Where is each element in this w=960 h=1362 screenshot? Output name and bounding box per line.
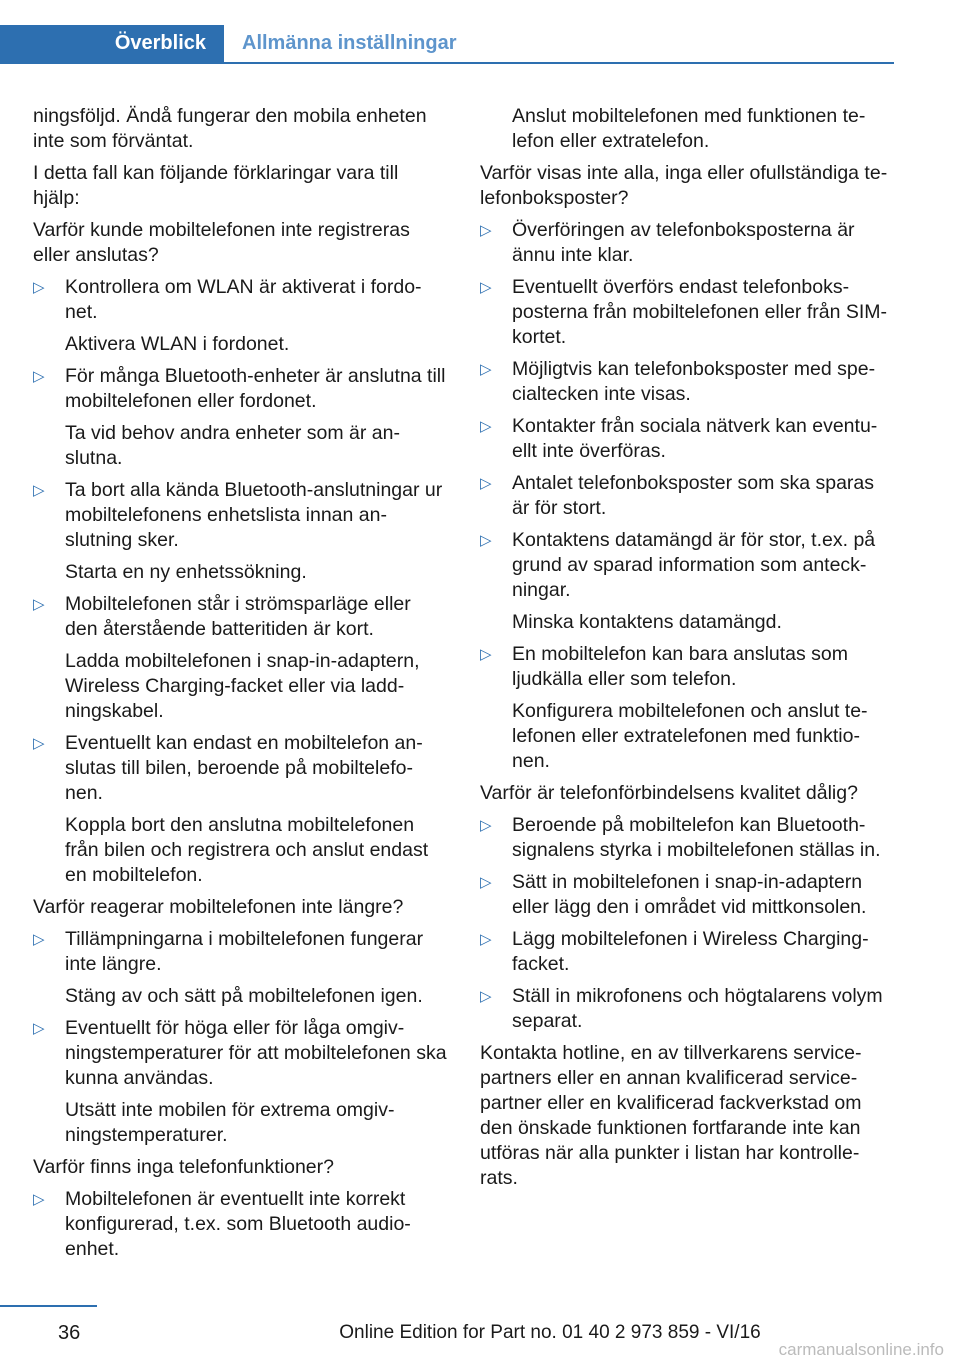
list-item: ▷ Kontakter från sociala nätverk kan eventu‐ ellt inte överföras. [480, 414, 895, 464]
list-item: ▷ Tillämpningarna i mobiltelefonen fungerar inte längre. [33, 927, 448, 977]
list-item: ▷ Kontaktens datamängd är för stor, t.ex. på grund av sparad information som anteck‐ ningar. [480, 528, 895, 603]
list-item: ▷ Beroende på mobiltelefon kan Bluetooth- signalens styrka i mobiltelefonen ställas in. [480, 813, 895, 863]
list-item-action: Aktivera WLAN i fordonet. [65, 333, 290, 355]
list-item: ▷ Mobiltelefonen står i strömsparläge eller den återstående batteritiden är kort. [33, 592, 448, 642]
list-item: ▷ Kontrollera om WLAN är aktiverat i fordo‐ net. [33, 275, 448, 325]
list-item-action: Ladda mobiltelefonen i snap-in-adaptern, Wireless Charging-facket eller via ladd‐ ningskabel. [65, 650, 420, 722]
tab-general-settings[interactable]: Allmänna inställningar [242, 32, 457, 54]
list-item: ▷ Överföringen av telefonboksposterna är ännu inte klar. [480, 218, 895, 268]
list-item: ▷ Mobiltelefonen är eventuellt inte korrekt konfigurerad, t.ex. som Bluetooth audio‐ enhet. [33, 1187, 448, 1262]
left-column [33, 104, 448, 1269]
paragraph: ningsföljd. Ändå fungerar den mobila enheten inte som förväntat. [33, 105, 427, 152]
list-item-action: Utsätt inte mobilen för extrema omgiv‐ ningstemperaturer. [65, 1099, 395, 1146]
paragraph: Varför finns inga telefonfunktioner? [33, 1156, 334, 1178]
list-item: ▷ Möjligtvis kan telefonboksposter med spe‐ cialtecken inte visas. [480, 357, 895, 407]
paragraph: Varför visas inte alla, inga eller ofullständiga te‐ lefonboksposter? [480, 162, 888, 209]
list-item-action: Stäng av och sätt på mobiltelefonen igen. [65, 985, 423, 1007]
list-item: ▷ Eventuellt för höga eller för låga omgiv‐ ningstemperaturer för att mobiltelefonen ska kunna användas. [33, 1016, 448, 1091]
tab-overview[interactable]: Överblick [0, 25, 224, 62]
list-item: ▷ Ta bort alla kända Bluetooth-anslutningar ur mobiltelefonens enhetslista innan an‐ slutning sker. [33, 478, 448, 553]
list-item: ▷ Ställ in mikrofonens och högtalarens volym separat. [480, 984, 895, 1034]
page-number: 36 [58, 1322, 81, 1344]
list-item: ▷ Sätt in mobiltelefonen i snap-in-adaptern eller lägg den i området vid mittkonsolen. [480, 870, 895, 920]
list-item: ▷ Eventuellt kan endast en mobiltelefon an‐ slutas till bilen, beroende på mobiltelefo‐ nen. [33, 731, 448, 806]
header-bar [0, 25, 894, 64]
paragraph: Varför reagerar mobiltelefonen inte längre? [33, 896, 404, 918]
list-item-action: Ta vid behov andra enheter som är an‐ slutna. [65, 422, 400, 469]
list-item: ▷ Lägg mobiltelefonen i Wireless Charging- facket. [480, 927, 895, 977]
list-item-action: Koppla bort den anslutna mobiltelefonen från bilen och registrera och anslut endast en mobiltelefon. [65, 814, 429, 886]
list-item-action: Minska kontaktens datamängd. [512, 611, 782, 633]
list-item-action: Anslut mobiltelefonen med funktionen te‐ lefon eller extratelefon. [512, 105, 866, 152]
edition-line: Online Edition for Part no. 01 40 2 973 859 - VI/16 [339, 1322, 761, 1343]
list-item: ▷ För många Bluetooth-enheter är anslutna till mobiltelefonen eller fordonet. [33, 364, 448, 414]
list-item-action: Starta en ny enhetssökning. [65, 561, 307, 583]
list-item: ▷ En mobiltelefon kan bara anslutas som ljudkälla eller som telefon. [480, 642, 895, 692]
page-number-rule [0, 1305, 97, 1307]
list-item-action: Konfigurera mobiltelefonen och anslut te‐ lefonen eller extratelefonen med funktio‐ nen. [512, 700, 868, 772]
right-column [480, 104, 895, 1198]
list-item: ▷ Eventuellt överförs endast telefonboks‐ posterna från mobiltelefonen eller från SIM-kortet. [480, 275, 895, 350]
paragraph: Varför kunde mobiltelefonen inte registreras eller anslutas? [33, 219, 410, 266]
paragraph: Varför är telefonförbindelsens kvalitet dålig? [480, 782, 858, 804]
watermark: carmanualsonline.info [778, 1340, 944, 1359]
paragraph: I detta fall kan följande förklaringar vara till hjälp: [33, 162, 399, 209]
list-item: ▷ Antalet telefonboksposter som ska sparas är för stort. [480, 471, 895, 521]
paragraph: Kontakta hotline, en av tillverkarens service‐ partners eller en annan kvalificerad service‐ partner eller en kvalificerad fackverkstad om den önskade funktionen fortfarande inte kan utföras när alla punkter i listan har kontrolle‐ rats. [480, 1042, 862, 1189]
